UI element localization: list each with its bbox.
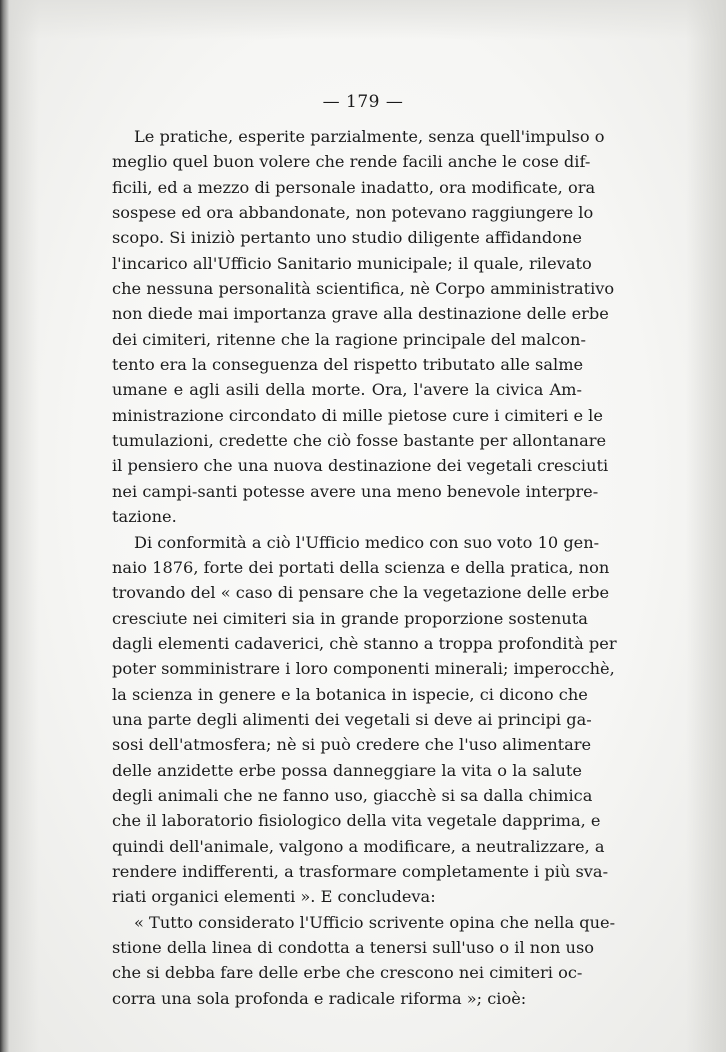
- text-line: scopo. Si iniziò pertanto uno studio diligente affidandone: [112, 228, 582, 248]
- text-line: sosi dell'atmosfera; nè si può credere che l'uso alimentare: [112, 735, 592, 755]
- page-top-shadow: [0, 0, 726, 40]
- text-line: rendere indifferenti, a trasformare completamente i più sva-: [112, 861, 609, 881]
- text-line: tazione.: [112, 507, 177, 527]
- paragraph-2: [112, 530, 617, 910]
- text-line: il pensiero che una nuova destinazione dei vegetali cresciuti: [112, 456, 609, 476]
- text-line: quindi dell'animale, valgono a modificare, a neutralizzare, a: [112, 836, 605, 856]
- text-line: l'incarico all'Ufficio Sanitario municipale; il quale, rilevato: [112, 253, 592, 273]
- text-line: delle anzidette erbe possa danneggiare la vita o la salute: [112, 760, 582, 780]
- text-line: trovando del « caso di pensare che la vegetazione delle erbe: [112, 583, 610, 603]
- page-right-shadow: [686, 0, 726, 1052]
- page-left-shadow: [9, 0, 39, 1052]
- text-line: non diede mai importanza grave alla destinazione delle erbe: [112, 304, 609, 324]
- paragraph-1: [112, 124, 615, 530]
- text-line: degli animali che ne fanno uso, giacchè si sa dalla chimica: [112, 785, 593, 805]
- text-line: cresciute nei cimiteri sia in grande proporzione sostenuta: [112, 608, 588, 628]
- text-line: la scienza in genere e la botanica in ispecie, ci dicono che: [112, 684, 588, 704]
- text-line: sospese ed ora abbandonate, non potevano raggiungere lo: [112, 203, 594, 223]
- text-line: che nessuna personalità scientifica, nè Corpo amministrativo: [112, 279, 615, 299]
- text-line: « Tutto considerato l'Ufficio scrivente opina che nella que-: [134, 912, 616, 932]
- text-line: ministrazione circondato di mille pietose cure i cimiteri e le: [112, 405, 603, 425]
- text-line: nei campi-santi potesse avere una meno benevole interpre-: [112, 481, 599, 501]
- page-number: — 179 —: [322, 92, 404, 112]
- text-line: tumulazioni, credette che ciò fosse bastante per allontanare: [112, 431, 607, 451]
- text-line: naio 1876, forte dei portati della scienza e della pratica, non: [112, 557, 610, 577]
- text-line: riati organici elementi ». E concludeva:: [112, 887, 436, 907]
- text-line: corra una sola profonda e radicale riforma »; cioè:: [112, 988, 527, 1008]
- text-line: che il laboratorio fisiologico della vita vegetale dapprima, e: [112, 811, 601, 831]
- text-line: dagli elementi cadaverici, chè stanno a troppa profondità per: [112, 633, 617, 653]
- text-line: stione della linea di condotta a tenersi sull'uso o il non uso: [112, 938, 594, 957]
- text-line: umane e agli asili della morte. Ora, l'avere la civica Am-: [112, 380, 582, 400]
- text-line: meglio quel buon volere che rende facili anche le cose dif-: [112, 152, 591, 172]
- body-text: [112, 124, 617, 1011]
- text-line: che si debba fare delle erbe che crescono nei cimiteri oc-: [112, 963, 583, 983]
- text-line: dei cimiteri, ritenne che la ragione principale del malcon-: [112, 329, 586, 349]
- text-line: tento era la conseguenza del rispetto tributato alle salme: [112, 355, 584, 375]
- text-line: Di conformità a ciò l'Ufficio medico con suo voto 10 gen-: [134, 532, 600, 552]
- paragraph-3: [112, 910, 616, 1011]
- text-line: ficili, ed a mezzo di personale inadatto, ora modificate, ora: [112, 177, 596, 197]
- text-line: una parte degli alimenti dei vegetali si deve ai principi ga-: [112, 709, 592, 729]
- page-binding-edge: [0, 0, 9, 1052]
- text-line: Le pratiche, esperite parzialmente, senza quell'impulso o: [134, 127, 605, 146]
- text-line: poter somministrare i loro componenti minerali; imperocchè,: [112, 659, 615, 679]
